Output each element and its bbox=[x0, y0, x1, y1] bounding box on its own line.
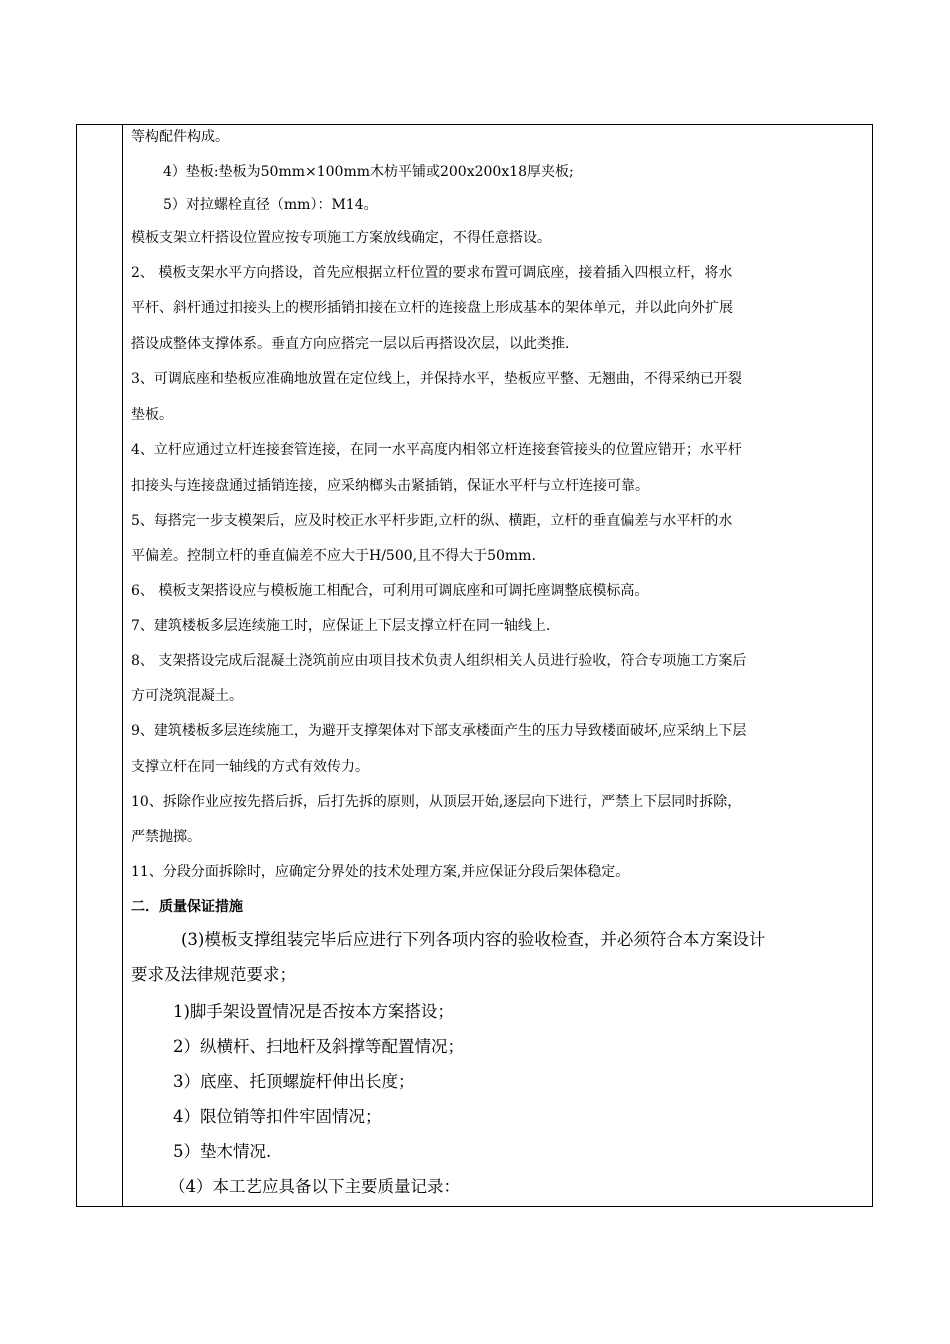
text-line: 7、建筑楼板多层连续施工时，应保证上下层支撑立杆在同一轴线上. bbox=[131, 618, 551, 634]
text-line: 垫板。 bbox=[131, 407, 173, 423]
text-line: 平杆、斜杆通过扣接头上的楔形插销扣接在立杆的连接盘上形成基本的架体单元，并以此向外扩展 bbox=[131, 300, 733, 316]
text-line: 4、立杆应通过立杆连接套管连接，在同一水平高度内相邻立杆连接套管接头的位置应错开；水平杆 bbox=[131, 442, 742, 458]
text-line: (3)模板支撑组装完毕后应进行下列各项内容的验收检查，并必须符合本方案设计 bbox=[181, 930, 766, 949]
text-line: 9、建筑楼板多层连续施工，为避开支撑架体对下部支承楼面产生的压力导致楼面破坏,应采纳上下层 bbox=[131, 723, 747, 739]
section-heading: 二．质量保证措施 bbox=[131, 899, 243, 915]
text-line: 支撑立杆在同一轴线的方式有效传力。 bbox=[131, 759, 369, 775]
text-line: 5、每搭完一步支模架后，应及时校正水平杆步距,立杆的纵、横距，立杆的垂直偏差与水平杆的水 bbox=[131, 513, 733, 529]
text-line: 10、拆除作业应按先搭后拆，后打先拆的原则，从顶层开始,逐层向下进行，严禁上下层同时拆除， bbox=[131, 794, 742, 810]
text-line: 8、 支架搭设完成后混凝土浇筑前应由项目技术负责人组织相关人员进行验收，符合专项施工方案后 bbox=[131, 653, 747, 669]
text-line: 搭设成整体支撑体系。垂直方向应搭完一层以后再搭设次层，以此类推. bbox=[131, 336, 570, 352]
table-column-divider bbox=[122, 125, 123, 1206]
text-line: 要求及法律规范要求； bbox=[131, 965, 296, 984]
text-line: 4）限位销等扣件牢固情况； bbox=[173, 1107, 382, 1126]
text-line: 4）垫板:垫板为50mm×100mm木枋平铺或200x200x18厚夹板; bbox=[163, 164, 574, 180]
text-line: 方可浇筑混凝土。 bbox=[131, 688, 243, 704]
text-line: 3、可调底座和垫板应准确地放置在定位线上，并保持水平，垫板应平整、无翘曲，不得采纳已开裂 bbox=[131, 371, 742, 387]
text-line: 严禁抛掷。 bbox=[131, 829, 201, 845]
text-line: 11、分段分面拆除时，应确定分界处的技术处理方案,并应保证分段后架体稳定。 bbox=[131, 864, 630, 880]
text-line: 6、 模板支架搭设应与模板施工相配合，可利用可调底座和可调托座调整底模标高。 bbox=[131, 583, 649, 599]
text-line: 扣接头与连接盘通过插销连接，应采纳榔头击紧插销，保证水平杆与立杆连接可靠。 bbox=[131, 478, 649, 494]
text-line: 2）纵横杆、扫地杆及斜撑等配置情况； bbox=[173, 1037, 464, 1056]
text-line: 平偏差。控制立杆的垂直偏差不应大于H/500,且不得大于50mm. bbox=[131, 548, 536, 564]
text-line: 2、 模板支架水平方向搭设，首先应根据立杆位置的要求布置可调底座，接着插入四根立杆，将水 bbox=[131, 265, 733, 281]
text-line: 3）底座、托顶螺旋杆伸出长度； bbox=[173, 1072, 415, 1091]
text-line: 5）对拉螺栓直径（mm）：M14。 bbox=[163, 197, 378, 213]
text-line: 5）垫木情况. bbox=[173, 1142, 272, 1161]
text-line: 1)脚手架设置情况是否按本方案搭设； bbox=[173, 1002, 454, 1021]
text-line: 模板支架立杆搭设位置应按专项施工方案放线确定，不得任意搭设。 bbox=[131, 230, 551, 246]
text-line: 等构配件构成。 bbox=[131, 129, 229, 145]
text-line: （4）本工艺应具备以下主要质量记录： bbox=[169, 1177, 460, 1196]
